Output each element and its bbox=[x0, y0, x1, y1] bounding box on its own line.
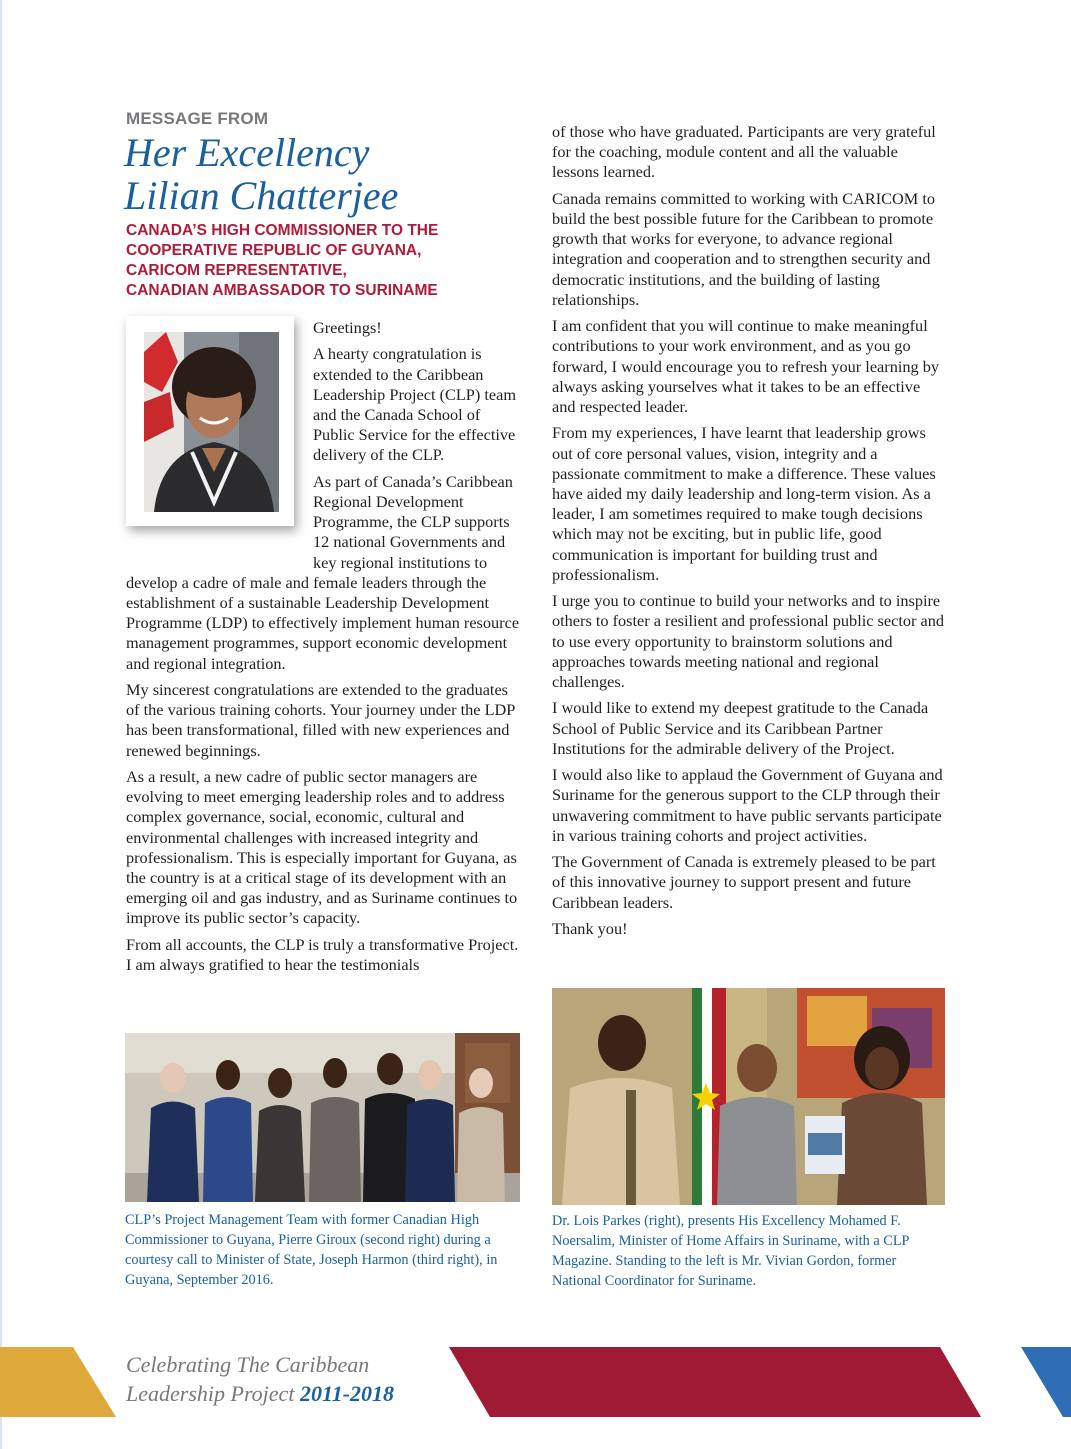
group-photo-caption: CLP’s Project Management Team with former Canadian High Commissioner to Guyana, Pierre Giroux (second right) during a courtesy call to Minister of State, Joseph Harmon (third right), in Guyana, September 2016. bbox=[125, 1212, 498, 1288]
footer-tagline bbox=[126, 1350, 394, 1408]
group-photo bbox=[125, 1033, 520, 1202]
group-photo-image bbox=[125, 1033, 520, 1202]
body-paragraph: of those who have graduated. Participants are very grateful for the coaching, module content and all the valuable lessons learned. bbox=[552, 122, 936, 182]
presentation-photo-image bbox=[552, 988, 945, 1205]
footer-red-shape bbox=[449, 1347, 981, 1417]
author-name bbox=[124, 131, 524, 217]
footer-blue-shape bbox=[1021, 1347, 1071, 1417]
body-paragraph: A hearty congratulation is extended to the Caribbean Leadership Project (CLP) team and the Canada School of Public Service for the effective delivery of the CLP. bbox=[313, 344, 516, 465]
author-name-line1: Her Excellency bbox=[124, 130, 370, 175]
author-title-line: CANADA’S HIGH COMMISSIONER TO THE bbox=[126, 222, 439, 239]
body-paragraph: As part of Canada’s Caribbean Regional Development Programme, the CLP supports 12 national Governments and key regional institutions to develop a cadre of male and female leaders through the establishment of a sustainable Leadership Development Programme (LDP) to effectively implement human resource management programmes, support economic development and regional integration. bbox=[126, 471, 520, 673]
right-column-text bbox=[552, 122, 946, 945]
greeting-paragraph: Greetings! bbox=[313, 318, 382, 337]
body-paragraph: The Government of Canada is extremely pleased to be part of this innovative journey to support present and future Caribbean leaders. bbox=[552, 852, 936, 912]
author-name-line2: Lilian Chatterjee bbox=[124, 173, 399, 218]
body-paragraph: I would like to extend my deepest gratitude to the Canada School of Public Service and its Caribbean Partner Institutions for the admirable delivery of the Project. bbox=[552, 698, 929, 758]
message-from-kicker: MESSAGE FROM bbox=[126, 109, 269, 128]
portrait-spacer bbox=[126, 318, 313, 556]
body-paragraph: As a result, a new cadre of public sector managers are evolving to meet emerging leadership roles and to address complex governance, social, economic, cultural and environmental challenges with increased integrity and professionalism. This is especially important for Guyana, as the country is at a critical stage of its development with an emerging oil and gas industry, and as Suriname continues to improve its public sector’s capacity. bbox=[126, 767, 518, 928]
author-title-line: CANADIAN AMBASSADOR TO SURINAME bbox=[126, 282, 438, 299]
footer-tagline-line2 bbox=[126, 1379, 394, 1408]
footer-years: 2011-2018 bbox=[299, 1381, 395, 1406]
body-paragraph: My sincerest congratulations are extended to the graduates of the various training cohorts. Your journey under the LDP has been transformational, filled with new experiences and renewed beginnings. bbox=[126, 680, 515, 760]
footer-tagline-line1: Celebrating The Caribbean bbox=[126, 1352, 370, 1377]
presentation-photo-caption: Dr. Lois Parkes (right), presents His Excellency Mohamed F. Noersalim, Minister of Home Affairs in Suriname, with a CLP Magazine. Standing to the left is Mr. Vivian Gordon, former National Coordinator for Suriname. bbox=[552, 1213, 909, 1289]
footer-gold-shape bbox=[0, 1347, 116, 1417]
presentation-photo bbox=[552, 988, 945, 1205]
author-title bbox=[126, 221, 546, 301]
body-paragraph: I would also like to applaud the Government of Guyana and Suriname for the generous support to the CLP through their unwavering commitment to have public servants participate in various training cohorts and project activities. bbox=[552, 765, 943, 845]
left-column-text bbox=[126, 318, 520, 981]
body-paragraph: I urge you to continue to build your networks and to inspire others to foster a resilient and professional public sector and to use every opportunity to brainstorm solutions and approaches towards meeting national and regional challenges. bbox=[552, 591, 944, 692]
author-title-line: CARICOM REPRESENTATIVE, bbox=[126, 262, 347, 279]
body-paragraph: From my experiences, I have learnt that leadership grows out of core personal values, vision, integrity and a passionate commitment to make a difference. These values have aided my daily leadership and long-term vision. As a leader, I am sometimes required to make tough decisions which may not be exciting, but in public life, good communication is important for building trust and professionalism. bbox=[552, 423, 936, 584]
body-paragraph: From all accounts, the CLP is truly a transformative Project. I am always gratified to hear the testimonials bbox=[126, 934, 519, 975]
body-paragraph: Canada remains committed to working with CARICOM to build the best possible future for the Caribbean to promote growth that works for everyone, to advance regional integration and cooperation and to strengthen security and democratic institutions, and the building of lasting relationships. bbox=[552, 188, 936, 309]
footer-tagline-text: Leadership Project bbox=[126, 1381, 295, 1406]
body-paragraph: I am confident that you will continue to make meaningful contributions to your work environment, and as you go forward, I would encourage you to refresh your learning by always asking yourselves what it takes to be an effective and respected leader. bbox=[552, 316, 939, 417]
page-edge-line bbox=[0, 0, 2, 1449]
author-title-line: COOPERATIVE REPUBLIC OF GUYANA, bbox=[126, 242, 422, 259]
closing-paragraph: Thank you! bbox=[552, 919, 628, 939]
